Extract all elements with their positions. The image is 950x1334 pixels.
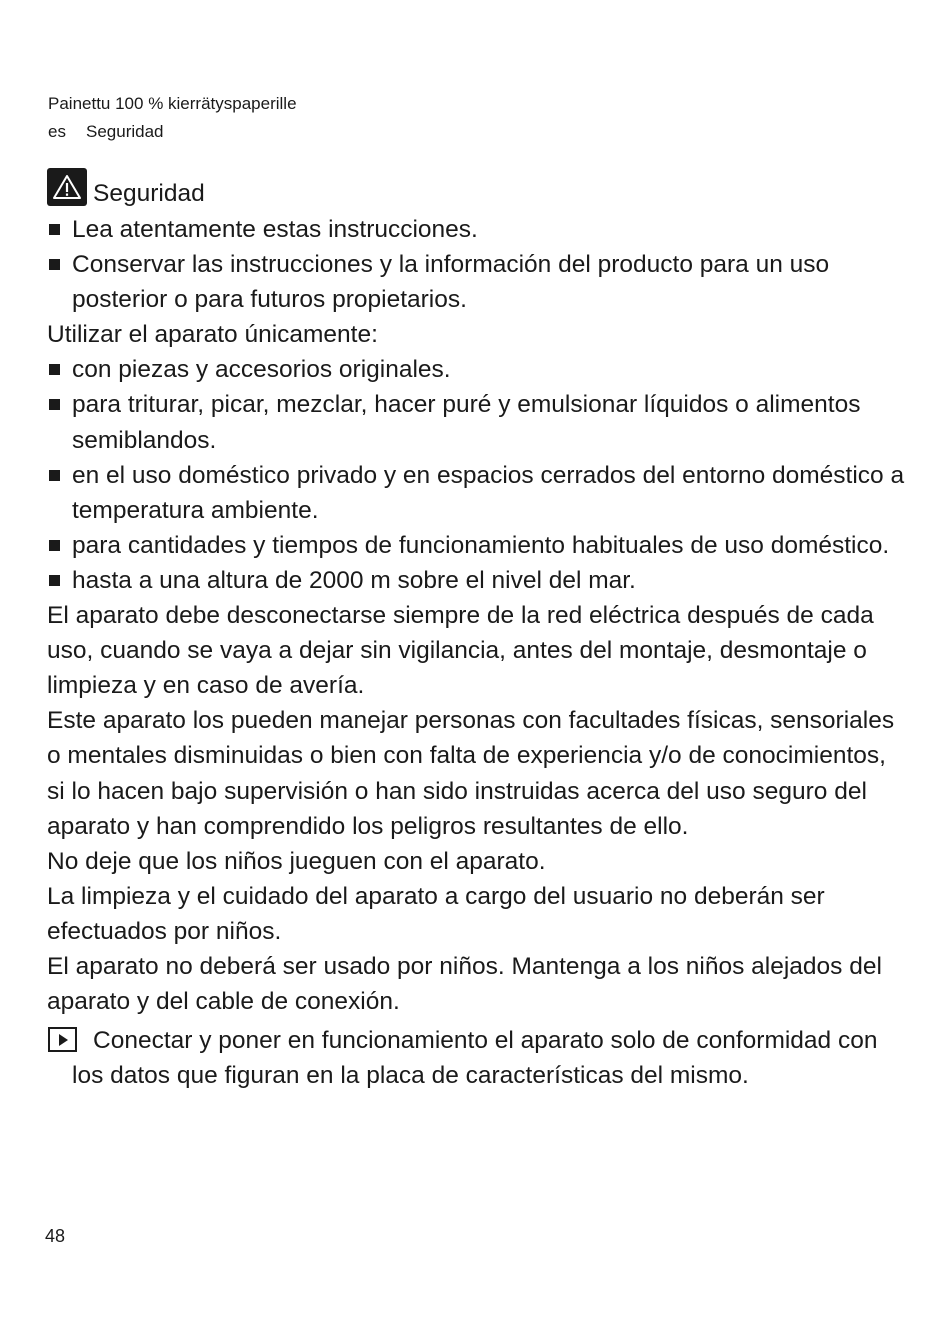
header-print-note: Painettu 100 % kierrätyspaperille bbox=[48, 94, 297, 113]
bullet-square-icon bbox=[49, 575, 60, 586]
bullet-square-icon bbox=[49, 540, 60, 551]
paragraph: El aparato debe desconectarse siempre de la red eléctrica después de cada uso, cuando se vaya a dejar sin vigilancia, antes del montaje, desmontaje o limpieza y en caso de avería. bbox=[47, 602, 874, 700]
bullet-square-icon bbox=[49, 259, 60, 270]
warning-triangle-icon bbox=[47, 168, 87, 206]
list-item: hasta a una altura de 2000 m sobre el nivel del mar. bbox=[47, 563, 907, 598]
list-item: para triturar, picar, mezclar, hacer puré y emulsionar líquidos o alimentos semiblandos. bbox=[47, 387, 907, 457]
list-item: con piezas y accesorios originales. bbox=[47, 352, 907, 387]
section-title: Seguridad bbox=[93, 180, 205, 207]
header-language-code: es bbox=[48, 122, 66, 141]
page-number: 48 bbox=[45, 1226, 66, 1246]
section-heading bbox=[47, 172, 907, 210]
bullet-square-icon bbox=[49, 470, 60, 481]
paragraph: No deje que los niños jueguen con el aparato. bbox=[47, 847, 546, 875]
paragraph: La limpieza y el cuidado del aparato a cargo del usuario no deberán ser efectuados por niños. bbox=[47, 882, 825, 945]
bullet-square-icon bbox=[49, 224, 60, 235]
list-item: Conservar las instrucciones y la información del producto para un uso posterior o para futuros propietarios. bbox=[47, 247, 907, 317]
paragraph: Este aparato los pueden manejar personas con facultades físicas, sensoriales o mentales disminuidas o bien con falta de experiencia y/o de conocimientos, si lo hacen bajo supervisión o han sido instruidas acerca del uso seguro del aparato y han comprendido los peligros resultantes de ello. bbox=[47, 707, 895, 840]
header-section-line bbox=[48, 122, 164, 142]
usage-intro: Utilizar el aparato únicamente: bbox=[47, 321, 378, 349]
header-section-title: Seguridad bbox=[86, 122, 164, 141]
list-item: en el uso doméstico privado y en espacios cerrados del entorno doméstico a temperatura ambiente. bbox=[47, 458, 907, 528]
play-arrow-icon bbox=[48, 1027, 77, 1052]
page-content bbox=[47, 172, 907, 1093]
instruction-text: Conectar y poner en funcionamiento el aparato solo de conformidad con los datos que figuran en la placa de características del mismo. bbox=[72, 1027, 878, 1090]
bullet-square-icon bbox=[49, 364, 60, 375]
bullet-square-icon bbox=[49, 399, 60, 410]
instruction-step bbox=[47, 1023, 907, 1093]
list-item: para cantidades y tiempos de funcionamiento habituales de uso doméstico. bbox=[47, 528, 907, 563]
paragraph: El aparato no deberá ser usado por niños. Mantenga a los niños alejados del aparato y del cable de conexión. bbox=[47, 952, 882, 1016]
list-item: Lea atentamente estas instrucciones. bbox=[47, 212, 907, 247]
